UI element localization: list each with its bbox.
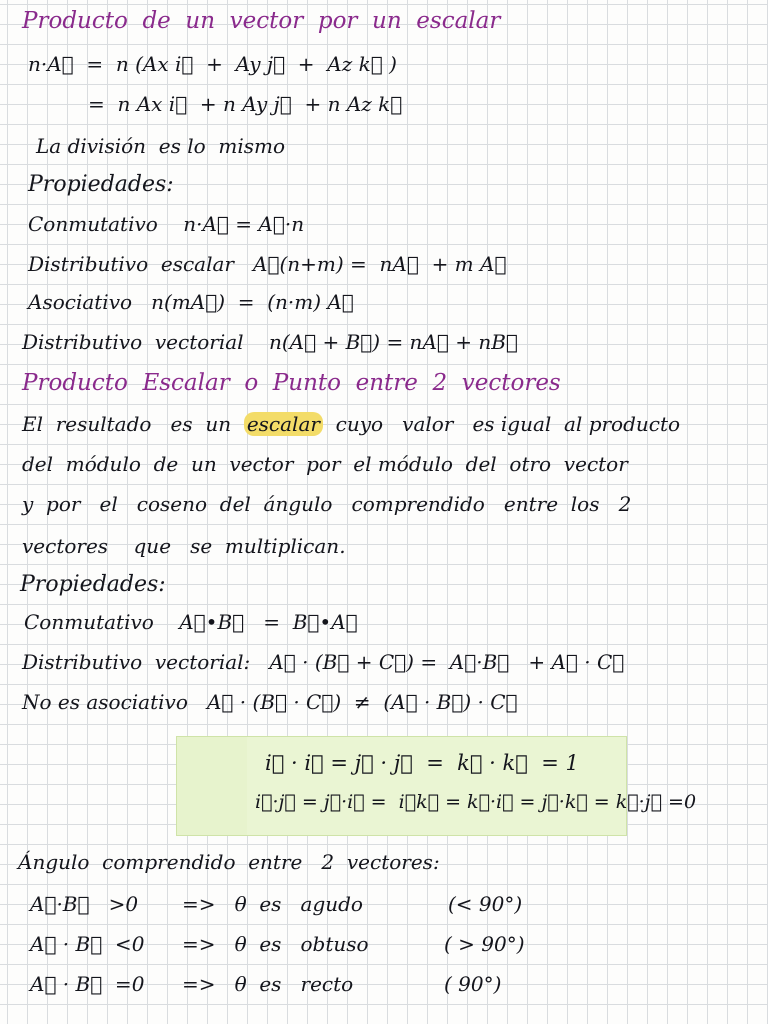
condition-result: => θ es obtuso xyxy=(182,932,369,956)
properties-heading: Propiedades: xyxy=(20,572,166,597)
box-strip xyxy=(177,737,247,835)
condition-expr: A⃗ · B⃗ =0 xyxy=(30,972,145,996)
condition-expr: A⃗ · B⃗ <0 xyxy=(30,932,145,956)
property-line: Distributivo vectorial: A⃗ · (B⃗ + C⃗) = A⃗·B⃗ + A⃗ · C⃗ xyxy=(22,650,625,674)
note-line: vectores que se multiplican. xyxy=(22,534,346,558)
note-line xyxy=(22,414,680,434)
property-line: Conmutativo A⃗•B⃗ = B⃗•A⃗ xyxy=(24,610,358,634)
condition-range: ( > 90°) xyxy=(444,932,525,956)
condition-range: (< 90°) xyxy=(448,892,523,916)
condition-result: => θ es agudo xyxy=(182,892,363,916)
note-line: y por el coseno del ángulo comprendido entre los 2 xyxy=(22,492,632,516)
note-text: cuyo valor es igual al producto xyxy=(322,412,681,436)
box-formula: i⃗·j⃗ = j⃗·i⃗ = i⃗k⃗ = k⃗·i⃗ = j⃗·k⃗ = k⃗·j⃗ =0 xyxy=(255,791,697,813)
note-line: La división es lo mismo xyxy=(36,134,285,158)
property-line: Asociativo n(mA⃗) = (n·m) A⃗ xyxy=(28,290,354,314)
title-scalar-product: Producto de un vector por un escalar xyxy=(22,8,501,34)
angle-heading: Ángulo comprendido entre 2 vectores: xyxy=(18,850,440,874)
title-dot-product: Producto Escalar o Punto entre 2 vectores xyxy=(22,370,561,396)
property-line: No es asociativo A⃗ · (B⃗ · C⃗) ≠ (A⃗ · B⃗) · C⃗ xyxy=(22,690,518,714)
condition-range: ( 90°) xyxy=(444,972,502,996)
formula-line: = n Ax i⃗ + n Ay j⃗ + n Az k⃗ xyxy=(88,92,403,116)
condition-result: => θ es recto xyxy=(182,972,354,996)
properties-heading: Propiedades: xyxy=(28,172,174,197)
condition-expr: A⃗·B⃗ >0 xyxy=(30,892,139,916)
property-line: Distributivo escalar A⃗(n+m) = nA⃗ + m A⃗ xyxy=(28,252,507,276)
property-line: Distributivo vectorial n(A⃗ + B⃗) = nA⃗ + nB⃗ xyxy=(22,330,518,354)
note-text: El resultado es un xyxy=(22,412,244,436)
highlighted-word: escalar xyxy=(244,412,323,436)
unit-vector-box xyxy=(176,736,697,836)
box-formula: i⃗ · i⃗ = j⃗ · j⃗ = k⃗ · k⃗ = 1 xyxy=(265,751,579,775)
property-line: Conmutativo n·A⃗ = A⃗·n xyxy=(28,212,305,236)
formula-line: n·A⃗ = n (Ax i⃗ + Ay j⃗ + Az k⃗ ) xyxy=(28,52,397,76)
note-line: del módulo de un vector por el módulo del otro vector xyxy=(22,452,628,476)
